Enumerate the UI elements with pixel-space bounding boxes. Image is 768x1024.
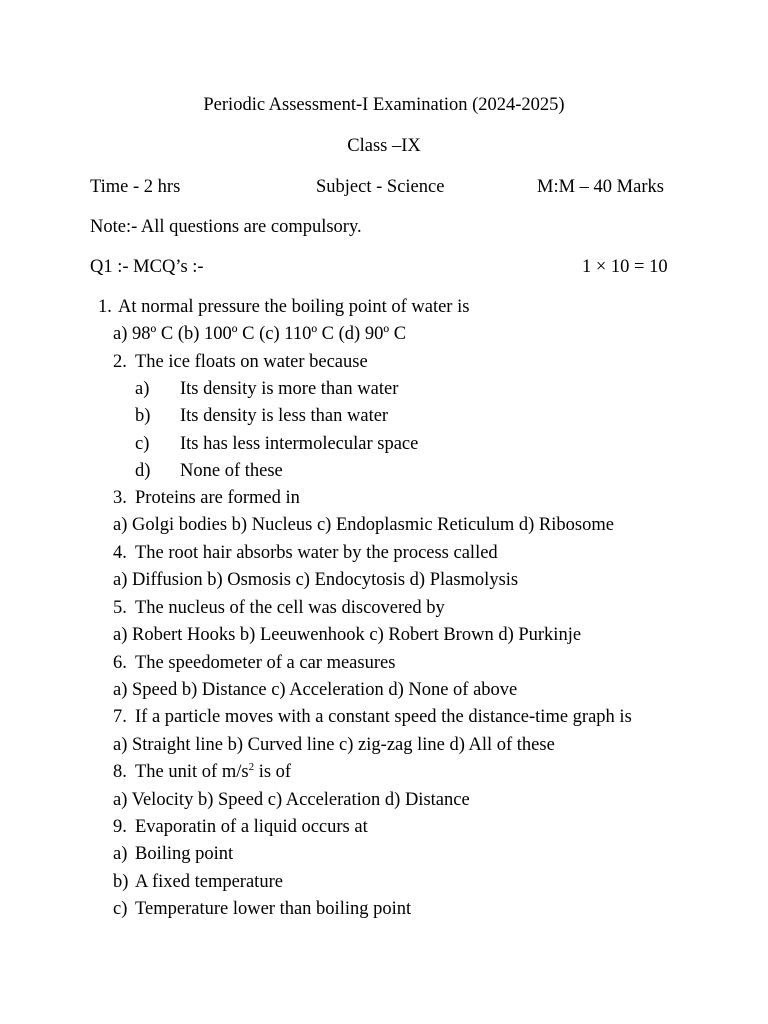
exam-title: Periodic Assessment-I Examination (2024-2025) (203, 95, 565, 115)
question-7-options: a) Straight line b) Curved line c) zig-zag line d) All of these (113, 735, 555, 755)
superscript-exponent: 2 (248, 761, 255, 773)
question-3-options: a) Golgi bodies b) Nucleus c) Endoplasmic Reticulum d) Ribosome (113, 515, 614, 535)
question-8: 8. The unit of $m/s^2$ is of (113, 761, 292, 782)
question-2-option-d: d) None of these (135, 461, 283, 481)
question-4-text: The root hair absorbs water by the process called (135, 543, 498, 563)
question-2-text: The ice floats on water because (135, 352, 368, 372)
question-3: 3. Proteins are formed in (113, 488, 300, 508)
question-2-option-a: a) Its density is more than water (135, 379, 399, 399)
section-label: Q1 :- MCQ’s :- (90, 257, 204, 277)
question-1-options: a) 98º C (b) 100º C (c) 110º C (d) 90º C (113, 324, 407, 344)
question-6-text: The speedometer of a car measures (135, 653, 396, 673)
question-7: 7. If a particle moves with a constant speed the distance-time graph is (113, 707, 632, 727)
question-4: 4. The root hair absorbs water by the process called (113, 543, 498, 563)
question-2-option-c: c) Its has less intermolecular space (135, 434, 419, 454)
question-8-options: a) Velocity b) Speed c) Acceleration d) Distance (113, 790, 470, 810)
question-6: 6. The speedometer of a car measures (113, 653, 396, 673)
question-1-text: At normal pressure the boiling point of water is (118, 297, 470, 317)
question-7-text: If a particle moves with a constant speed the distance-time graph is (135, 707, 632, 727)
question-8-text: The unit of $m/s^2$ is of (135, 761, 292, 782)
question-3-text: Proteins are formed in (135, 488, 300, 508)
question-9-option-c: c) Temperature lower than boiling point (113, 899, 412, 919)
question-2-option-b: b) Its density is less than water (135, 406, 389, 426)
question-5: 5. The nucleus of the cell was discovered by (113, 598, 445, 618)
subject-label: Subject - Science (316, 177, 445, 197)
question-9-option-a: a) Boiling point (113, 844, 234, 864)
question-5-text: The nucleus of the cell was discovered by (135, 598, 445, 618)
question-2: 2. The ice floats on water because (113, 352, 368, 372)
max-marks-label: M:M – 40 Marks (537, 177, 664, 197)
question-9: 9. Evaporatin of a liquid occurs at (113, 817, 368, 837)
question-6-options: a) Speed b) Distance c) Acceleration d) None of above (113, 680, 518, 700)
instructions-note: Note:- All questions are compulsory. (90, 217, 362, 237)
question-4-options: a) Diffusion b) Osmosis c) Endocytosis d) Plasmolysis (113, 570, 519, 590)
class-label: Class –IX (347, 136, 421, 156)
time-label: Time - 2 hrs (90, 177, 181, 197)
question-1: 1. At normal pressure the boiling point of water is (98, 297, 470, 317)
question-5-options: a) Robert Hooks b) Leeuwenhook c) Robert Brown d) Purkinje (113, 625, 582, 645)
question-9-option-b: b) A fixed temperature (113, 872, 283, 892)
question-9-text: Evaporatin of a liquid occurs at (135, 817, 368, 837)
section-marks: 1 × 10 = 10 (582, 257, 668, 277)
